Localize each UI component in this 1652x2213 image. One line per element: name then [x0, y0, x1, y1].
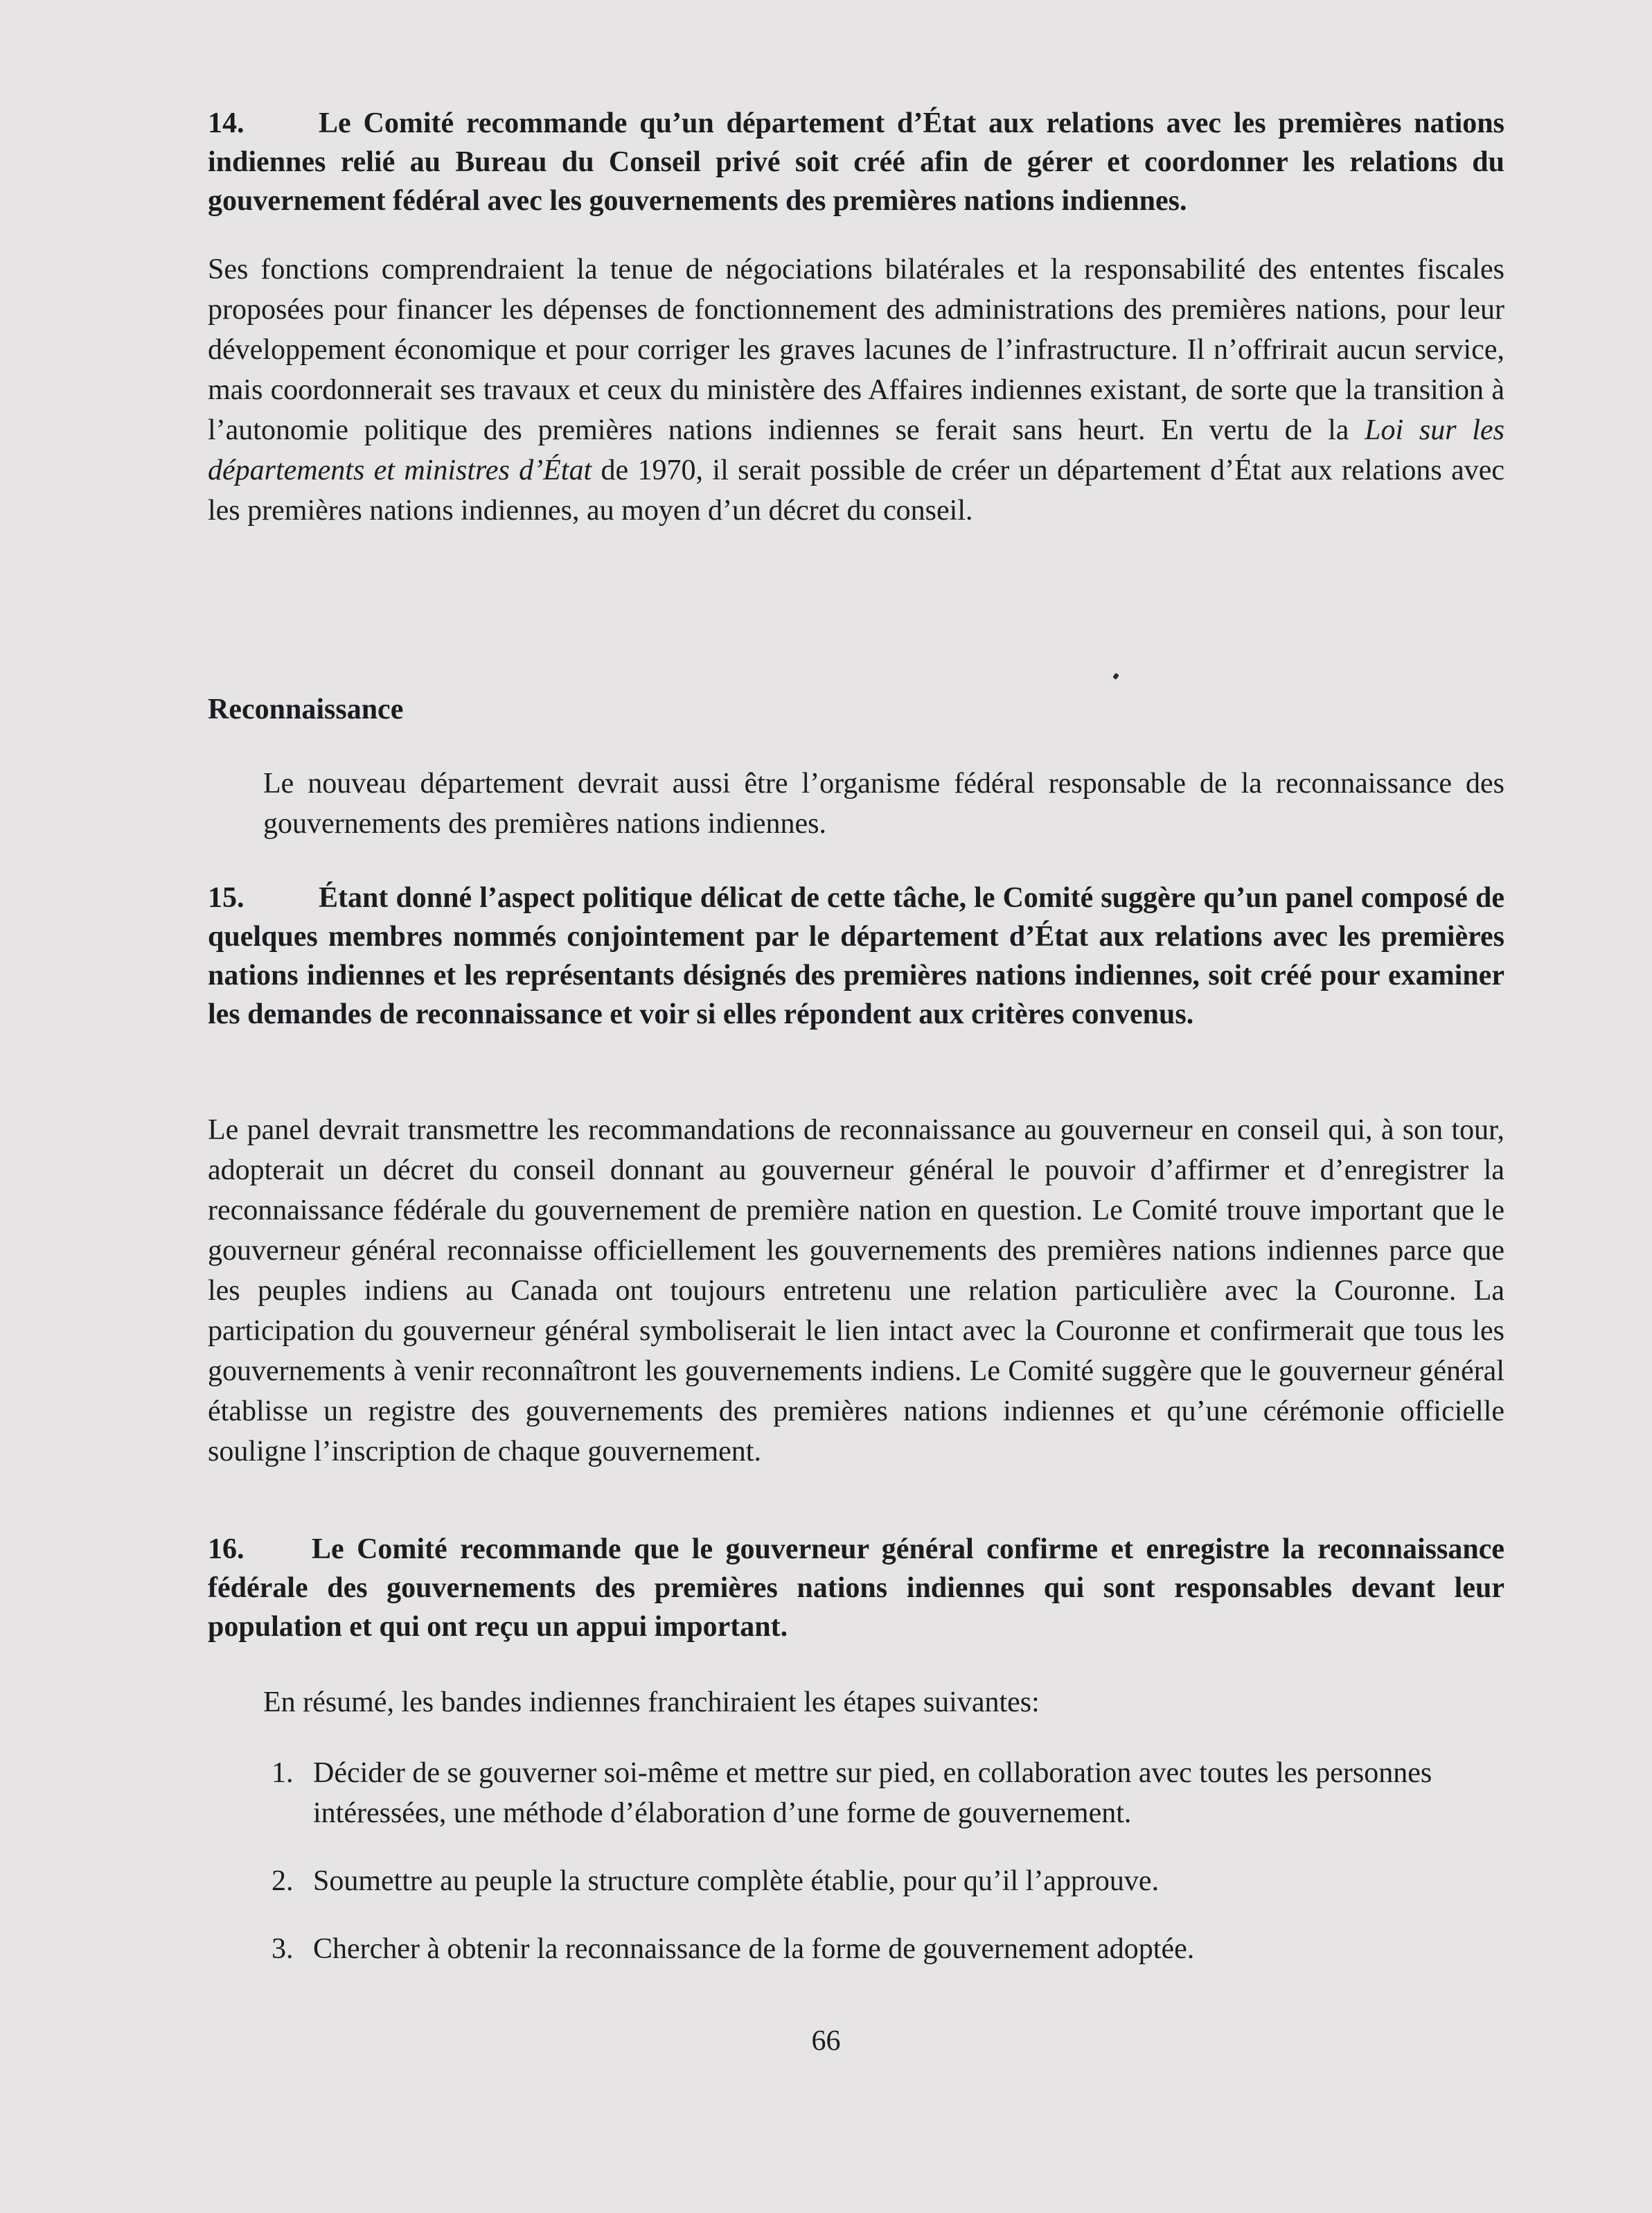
list-item	[272, 1861, 1504, 1901]
recommendation-15	[208, 879, 1504, 1034]
list-marker: 2.	[272, 1865, 294, 1897]
list-item-text: Soumettre au peuple la structure complète établie, pour qu’il l’approuve.	[313, 1865, 1160, 1897]
section-intro-paragraph: Le nouveau département devrait aussi être l’organisme fédéral responsable de la reconnaissance des gouvernements des premières nations indiennes.	[263, 768, 1504, 840]
list-item	[272, 1753, 1504, 1833]
list-marker: 3.	[272, 1933, 294, 1965]
ink-mark	[1112, 673, 1119, 680]
page-number: 66	[811, 2025, 841, 2057]
list-marker: 1.	[272, 1757, 294, 1789]
list-item-text: Décider de se gouverner soi-même et mettre sur pied, en collaboration avec toutes les personnes intéressées, une méthode d’élaboration d’une forme de gouvernement.	[313, 1757, 1432, 1829]
list-item	[272, 1929, 1504, 1969]
functions-paragraph	[208, 249, 1504, 531]
recommendation-14	[208, 104, 1504, 220]
recommendation-text: Le Comité recommande qu’un département d’État aux relations avec les premières nations indiennes relié au Bureau du Conseil privé soit créé afin de gérer et coordonner les relations du gouvernement fédéral avec les gouvernements des premières nations indiennes.	[208, 107, 1504, 217]
recommendation-text: Le Comité recommande que le gouverneur général confirme et enregistre la reconnaissance fédérale des gouvernements des premières nations indiennes qui sont responsables devant leur population et qui ont reçu un appui important.	[208, 1533, 1504, 1643]
recommendation-number: 15.	[208, 882, 245, 914]
recommendation-text: Étant donné l’aspect politique délicat de cette tâche, le Comité suggère qu’un panel composé de quelques membres nommés conjointement par le département d’État aux relations avec les premières nations indiennes et les représentants désignés des premières nations indiennes, soit créé pour examiner les demandes de reconnaissance et voir si elles répondent aux critères convenus.	[208, 882, 1504, 1030]
summary-intro: En résumé, les bandes indiennes franchiraient les étapes suivantes:	[263, 1686, 1040, 1718]
paragraph-text-start: Ses fonctions comprendraient la tenue de négociations bilatérales et la responsabilité des ententes fiscales proposées pour financer les dépenses de fonctionnement des administrations des premières nations, pour leur développement économique et pour corriger les graves lacunes de l’infrastructure. Il n’offrirait aucun service, mais coordonnerait ses travaux et ceux du ministère des Affaires indiennes existant, de sorte que la transition à l’autonomie politique des premières nations indiennes se ferait sans heurt. En vertu de la	[208, 254, 1504, 446]
list-item-text: Chercher à obtenir la reconnaissance de la forme de gouvernement adoptée.	[313, 1933, 1195, 1965]
law-title: Loi sur les départements et ministres d’État	[208, 414, 1504, 486]
section-heading: Reconnaissance	[208, 694, 404, 725]
recommendation-16	[208, 1530, 1504, 1646]
recommendation-number: 16.	[208, 1533, 245, 1565]
paragraph-text-end: de 1970, il serait possible de créer un département d’État aux relations avec les premières nations indiennes, au moyen d’un décret du conseil.	[208, 455, 1505, 527]
panel-paragraph: Le panel devrait transmettre les recommandations de reconnaissance au gouverneur en conseil qui, à son tour, adopterait un décret du conseil donnant au gouverneur général le pouvoir d’affirmer et d’enregistrer la reconnaissance fédérale du gouvernement de première nation en question. Le Comité trouve important que le gouverneur général reconnaisse officiellement les gouvernements des premières nations indiennes parce que les peuples indiens au Canada ont toujours entretenu une relation particulière avec la Couronne. La participation du gouverneur général symboliserait le lien intact avec la Couronne et confirmerait que tous les gouvernements à venir reconnaîtront les gouvernements indiens. Le Comité suggère que le gouverneur général établisse un registre des gouvernements des premières nations indiennes et qu’une cérémonie officielle souligne l’inscription de chaque gouvernement.	[208, 1114, 1504, 1467]
recommendation-number: 14.	[208, 107, 245, 139]
